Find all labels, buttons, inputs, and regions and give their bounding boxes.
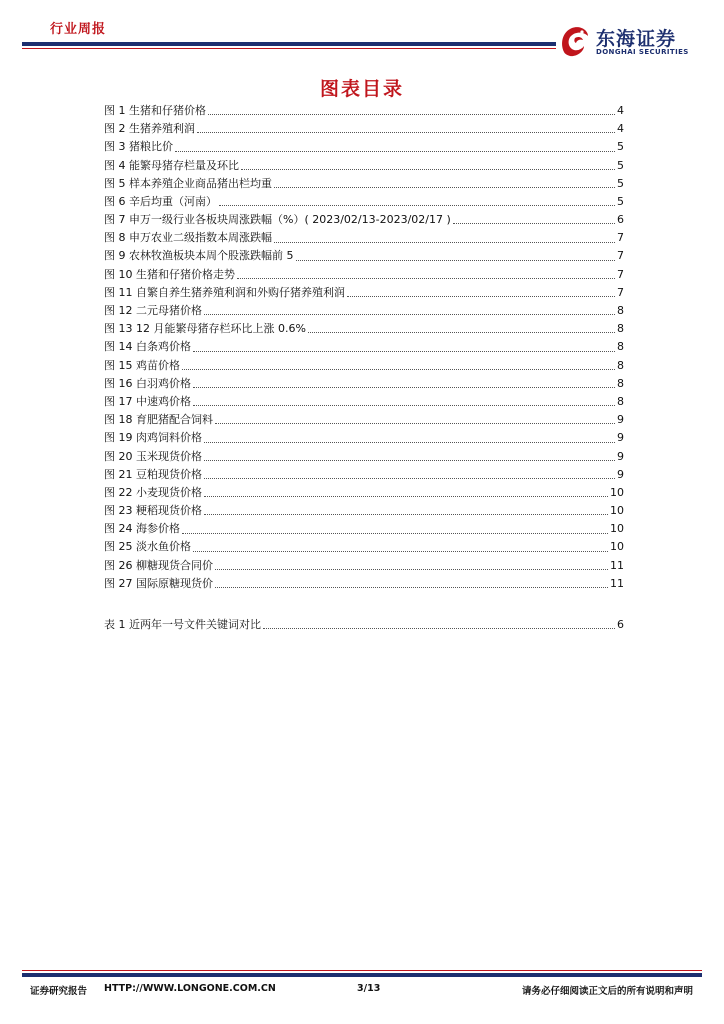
toc-figure-entry[interactable] — [104, 575, 624, 593]
toc-entry-page: 5 — [617, 194, 624, 208]
footer-rule-accent — [22, 970, 702, 971]
toc-figure-entry[interactable] — [104, 539, 624, 557]
toc-figure-entry[interactable] — [104, 429, 624, 447]
dot-leader — [204, 313, 615, 315]
toc-entry-label: 图 6 辛后均重（河南） — [104, 194, 217, 208]
toc-entry-page: 4 — [617, 103, 624, 117]
toc-entry-page: 8 — [617, 358, 624, 372]
toc-entry-label: 图 8 申万农业二级指数本周涨跌幅 — [104, 231, 272, 245]
toc-entry-label: 图 21 豆粕现货价格 — [104, 467, 202, 481]
toc-figure-entry[interactable] — [104, 393, 624, 411]
dot-leader — [274, 241, 615, 243]
dot-leader — [204, 441, 615, 443]
toc-entry-label: 图 9 农林牧渔板块本周个股涨跌幅前 5 — [104, 249, 294, 263]
dot-leader — [241, 168, 615, 170]
toc-figure-entry[interactable] — [104, 502, 624, 520]
toc-figure-entry[interactable] — [104, 157, 624, 175]
dot-leader — [215, 586, 608, 588]
toc-entry-page: 7 — [617, 231, 624, 245]
toc-entry-label: 图 13 12 月能繁母猪存栏环比上涨 0.6% — [104, 322, 306, 336]
toc-figure-entry[interactable] — [104, 520, 624, 538]
toc-figure-entry[interactable] — [104, 138, 624, 156]
toc-entry-page: 10 — [610, 504, 624, 518]
toc-entry-page: 10 — [610, 522, 624, 536]
toc-entry-label: 图 19 肉鸡饲料价格 — [104, 431, 202, 445]
dot-leader — [204, 513, 608, 515]
logo-chinese-name: 东海证券 — [596, 28, 677, 50]
dot-leader — [219, 204, 615, 206]
dot-leader — [237, 277, 615, 279]
toc-entry-page: 11 — [610, 558, 624, 572]
toc-entry-label: 表 1 近两年一号文件关键词对比 — [104, 617, 261, 631]
toc-entry-label: 图 11 自繁自养生猪养殖利润和外购仔猪养殖利润 — [104, 285, 345, 299]
dot-leader — [296, 259, 616, 261]
dot-leader — [204, 459, 615, 461]
toc-figure-entry[interactable] — [104, 248, 624, 266]
toc-figure-entry[interactable] — [104, 338, 624, 356]
header-rule — [22, 42, 556, 46]
toc-entry-page: 7 — [617, 249, 624, 263]
dot-leader — [175, 150, 615, 152]
toc-figure-entry[interactable] — [104, 102, 624, 120]
dot-leader — [263, 627, 615, 629]
toc-entry-page: 9 — [617, 467, 624, 481]
dot-leader — [208, 113, 615, 115]
figure-list — [104, 102, 624, 593]
toc-entry-label: 图 24 海参价格 — [104, 522, 180, 536]
toc-entry-label: 图 1 生猪和仔猪价格 — [104, 103, 206, 117]
dot-leader — [182, 532, 608, 534]
toc-figure-entry[interactable] — [104, 229, 624, 247]
toc-entry-label: 图 14 白条鸡价格 — [104, 340, 191, 354]
toc-figure-entry[interactable] — [104, 175, 624, 193]
toc-entry-page: 10 — [610, 485, 624, 499]
toc-entry-label: 图 22 小麦现货价格 — [104, 485, 202, 499]
toc-entry-page: 5 — [617, 140, 624, 154]
toc-entry-label: 图 26 柳糖现货合同价 — [104, 558, 213, 572]
toc-entry-page: 9 — [617, 431, 624, 445]
dot-leader — [453, 222, 615, 224]
toc-entry-label: 图 4 能繁母猪存栏量及环比 — [104, 158, 239, 172]
toc-entry-label: 图 7 申万一级行业各板块周涨跌幅（%）( 2023/02/13-2023/02/17 ) — [104, 213, 451, 227]
toc-entry-page: 5 — [617, 176, 624, 190]
toc-figure-entry[interactable] — [104, 557, 624, 575]
dot-leader — [204, 477, 615, 479]
toc-figure-entry[interactable] — [104, 302, 624, 320]
dot-leader — [193, 386, 615, 388]
footer-disclaimer: 请务必仔细阅读正文后的所有说明和声明 — [522, 986, 694, 997]
footer-rule — [22, 973, 702, 977]
toc-entry-label: 图 17 中速鸡价格 — [104, 394, 191, 408]
dot-leader — [182, 368, 615, 370]
dot-leader — [193, 404, 615, 406]
dot-leader — [197, 131, 615, 133]
toc-figure-entry[interactable] — [104, 448, 624, 466]
page-title: 图表目录 — [319, 78, 404, 100]
dot-leader — [193, 350, 615, 352]
dot-leader — [204, 495, 608, 497]
toc-entry-label: 图 12 二元母猪价格 — [104, 304, 202, 318]
dot-leader — [308, 331, 615, 333]
toc-entry-page: 8 — [617, 322, 624, 336]
company-logo — [558, 22, 708, 62]
toc-entry-page: 8 — [617, 394, 624, 408]
toc-figure-entry[interactable] — [104, 284, 624, 302]
footer-page-number: 3/13 — [357, 983, 381, 994]
toc-entry-page: 7 — [617, 285, 624, 299]
toc-table-entry[interactable] — [104, 616, 624, 634]
toc-entry-label: 图 5 样本养殖企业商品猪出栏均重 — [104, 176, 272, 190]
header-tag: 行业周报 — [50, 22, 107, 37]
dot-leader — [193, 550, 608, 552]
toc-figure-entry[interactable] — [104, 120, 624, 138]
toc-entry-label: 图 25 淡水鱼价格 — [104, 540, 191, 554]
dot-leader — [274, 186, 615, 188]
toc-figure-entry[interactable] — [104, 193, 624, 211]
toc-entry-page: 8 — [617, 340, 624, 354]
dot-leader — [347, 295, 615, 297]
dot-leader — [215, 568, 608, 570]
toc-entry-label: 图 2 生猪养殖利润 — [104, 122, 195, 136]
toc-figure-entry[interactable] — [104, 375, 624, 393]
toc-figure-entry[interactable] — [104, 411, 624, 429]
toc-figure-entry[interactable] — [104, 466, 624, 484]
toc-entry-page: 8 — [617, 376, 624, 390]
toc-entry-label: 图 27 国际原糖现货价 — [104, 576, 213, 590]
toc-entry-label: 图 10 生猪和仔猪价格走势 — [104, 267, 235, 281]
toc-figure-entry[interactable] — [104, 357, 624, 375]
toc-entry-page: 6 — [617, 617, 624, 631]
toc-entry-page: 10 — [610, 540, 624, 554]
footer-website-link[interactable]: HTTP://WWW.LONGONE.COM.CN — [104, 983, 276, 994]
toc-entry-label: 图 20 玉米现货价格 — [104, 449, 202, 463]
logo-english-name: DONGHAI SECURITIES — [596, 48, 689, 56]
toc-entry-page: 9 — [617, 449, 624, 463]
toc-entry-label: 图 16 白羽鸡价格 — [104, 376, 191, 390]
toc-entry-page: 7 — [617, 267, 624, 281]
toc-figure-entry[interactable] — [104, 320, 624, 338]
dragon-logo-icon — [558, 22, 592, 58]
toc-figure-entry[interactable] — [104, 266, 624, 284]
footer-report-type: 证券研究报告 — [30, 986, 88, 997]
toc-figure-entry[interactable] — [104, 211, 624, 229]
toc-entry-page: 4 — [617, 122, 624, 136]
toc-entry-label: 图 15 鸡苗价格 — [104, 358, 180, 372]
toc-entry-label: 图 23 粳稻现货价格 — [104, 504, 202, 518]
toc-entry-page: 11 — [610, 576, 624, 590]
toc-entry-label: 图 18 育肥猪配合饲料 — [104, 413, 213, 427]
header-rule-accent — [22, 48, 556, 49]
toc-entry-page: 5 — [617, 158, 624, 172]
toc-entry-page: 6 — [617, 213, 624, 227]
table-list — [104, 616, 624, 634]
toc-entry-page: 9 — [617, 413, 624, 427]
toc-figure-entry[interactable] — [104, 484, 624, 502]
dot-leader — [215, 422, 615, 424]
toc-entry-page: 8 — [617, 304, 624, 318]
toc-entry-label: 图 3 猪粮比价 — [104, 140, 173, 154]
